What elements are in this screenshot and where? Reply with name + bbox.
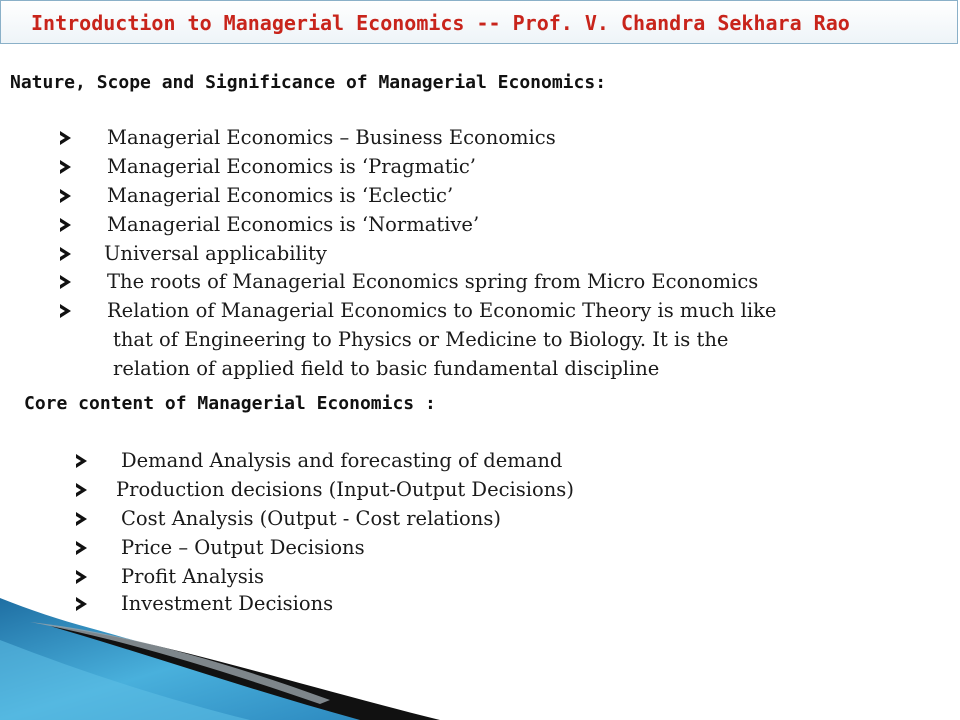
list-item-continuation: relation of applied field to basic fundamental discipline (113, 357, 660, 380)
list-item: Demand Analysis and forecasting of demand (76, 446, 562, 475)
list-item: Managerial Economics is ‘Normative’ (60, 210, 479, 239)
list-item: Managerial Economics – Business Economics (60, 123, 556, 152)
list-item: Profit Analysis (76, 562, 264, 591)
slide-title: Introduction to Managerial Economics -- Prof. V. Chandra Sekhara Rao (31, 11, 850, 35)
list-item: Universal applicability (60, 239, 327, 268)
section-heading-nature: Nature, Scope and Significance of Managerial Economics: (10, 72, 607, 93)
section-heading-core: Core content of Managerial Economics : (24, 393, 436, 414)
list-item: Price – Output Decisions (76, 533, 365, 562)
list-item-continuation: that of Engineering to Physics or Medicine to Biology. It is the (113, 328, 729, 351)
list-item: Relation of Managerial Economics to Economic Theory is much like (60, 296, 776, 325)
list-item: Managerial Economics is ‘Eclectic’ (60, 181, 453, 210)
list-item: Managerial Economics is ‘Pragmatic’ (60, 152, 476, 181)
list-item: Cost Analysis (Output - Cost relations) (76, 504, 501, 533)
list-item: The roots of Managerial Economics spring from Micro Economics (60, 267, 758, 296)
list-item: Investment Decisions (76, 589, 333, 618)
list-item: Production decisions (Input-Output Decisions) (76, 475, 574, 504)
